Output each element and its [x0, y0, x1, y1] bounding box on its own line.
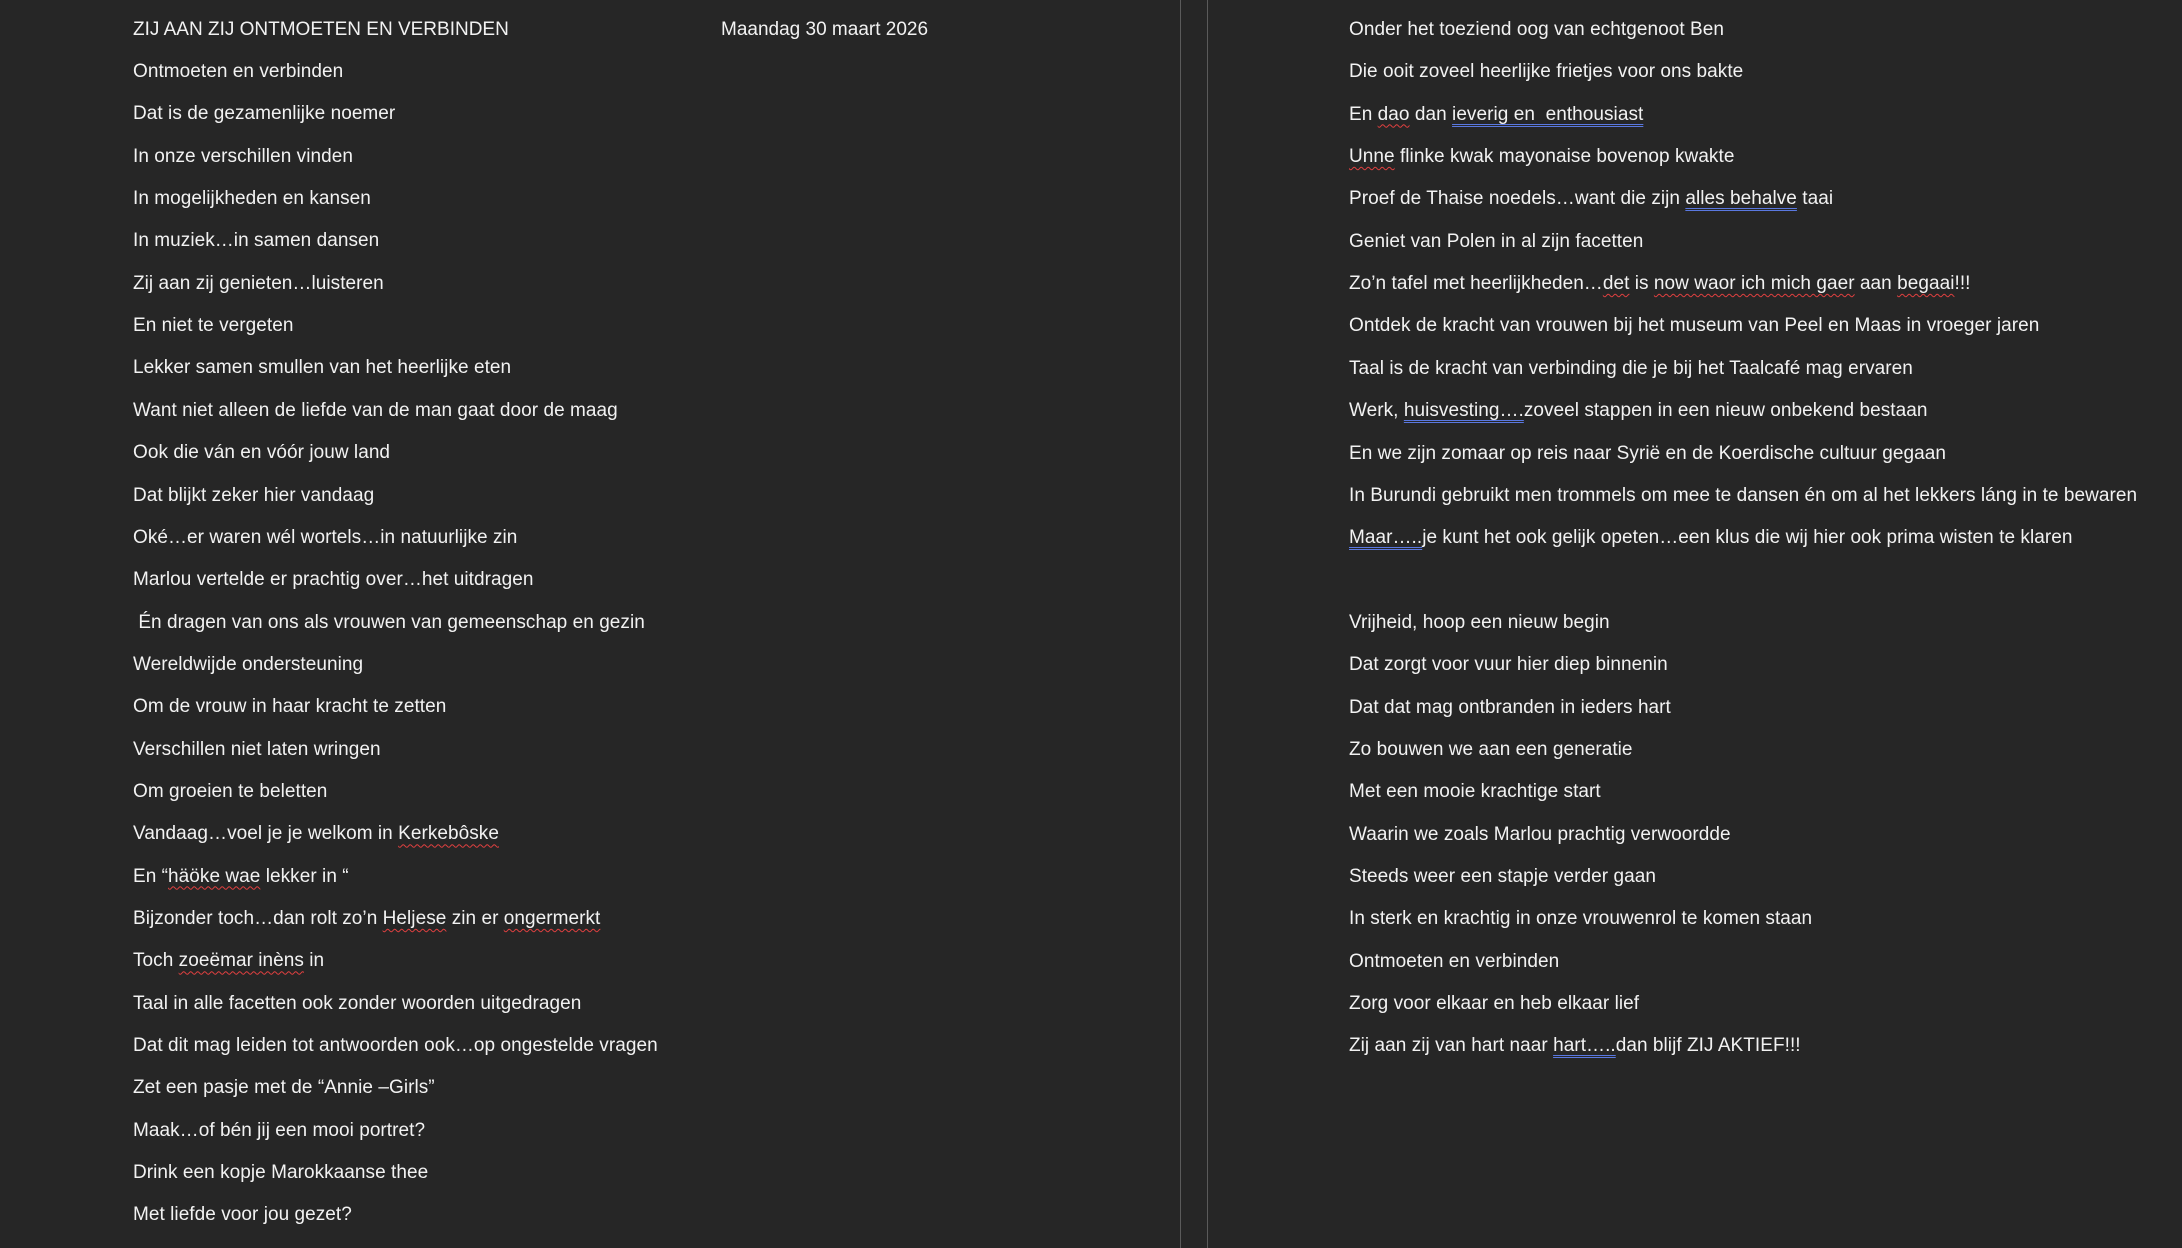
document-page-right[interactable]	[1207, 0, 2182, 1248]
poem-line: Werk, huisvesting….zoveel stappen in een nieuw onbekend bestaan	[1349, 400, 1928, 422]
poem-line: Marlou vertelde er prachtig over…het uitdragen	[133, 569, 534, 591]
poem-line: En we zijn zomaar op reis naar Syrië en de Koerdische cultuur gegaan	[1349, 442, 1946, 464]
poem-line: Verschillen niet laten wringen	[133, 738, 381, 760]
poem-line: In sterk en krachtig in onze vrouwenrol te komen staan	[1349, 908, 1813, 930]
poem-line: Zij aan zij van hart naar hart…..dan blijf ZIJ AKTIEF!!!	[1349, 1035, 1801, 1057]
poem-line: Unne flinke kwak mayonaise bovenop kwakte	[1349, 146, 1735, 168]
poem-line: Met een mooie krachtige start	[1349, 781, 1601, 803]
poem-line: Ook die ván en vóór jouw land	[133, 442, 391, 464]
poem-line: Vandaag…voel je je welkom in Kerkebôske	[133, 823, 499, 845]
poem-line: Wereldwijde ondersteuning	[133, 653, 364, 675]
poem-line: Dat is de gezamenlijke noemer	[133, 103, 396, 125]
poem-line: Zet een pasje met de “Annie –Girls”	[133, 1077, 435, 1099]
poem-line: Vrijheid, hoop een nieuw begin	[1349, 611, 1610, 633]
poem-line: Bijzonder toch…dan rolt zo’n Heljese zin er ongermerkt	[133, 908, 601, 929]
poem-line: Waarin we zoals Marlou prachtig verwoordde	[1349, 823, 1731, 845]
poem-line: Dat dit mag leiden tot antwoorden ook…op ongestelde vragen	[133, 1035, 658, 1057]
poem-line: Maak…of bén jij een mooi portret?	[133, 1119, 426, 1141]
poem-line: In onze verschillen vinden	[133, 145, 353, 167]
poem-line: Taal is de kracht van verbinding die je bij het Taalcafé mag ervaren	[1349, 357, 1913, 379]
poem-line: Én dragen van ons als vrouwen van gemeenschap en gezin	[133, 611, 645, 633]
poem-line: Dat zorgt voor vuur hier diep binnenin	[1349, 654, 1668, 676]
poem-line: Drink een kopje Marokkaanse thee	[133, 1162, 429, 1184]
poem-line: In mogelijkheden en kansen	[133, 188, 371, 210]
poem-date: Maandag 30 maart 2026	[721, 19, 929, 40]
poem-line: En niet te vergeten	[133, 315, 294, 337]
poem-line: En “häöke wae lekker in “	[133, 865, 349, 887]
poem-line: In Burundi gebruikt men trommels om mee te dansen én om al het lekkers láng in te bewaren	[1349, 484, 2138, 506]
page-separator-left	[1180, 0, 1181, 1248]
poem-line: Met liefde voor jou gezet?	[133, 1204, 352, 1226]
poem-line: Taal in alle facetten ook zonder woorden uitgedragen	[133, 992, 582, 1014]
poem-line: Om de vrouw in haar kracht te zetten	[133, 696, 447, 718]
poem-title: ZIJ AAN ZIJ ONTMOETEN EN VERBINDEN	[133, 19, 509, 40]
poem-line: Lekker samen smullen van het heerlijke eten	[133, 357, 512, 379]
poem-line: Onder het toeziend oog van echtgenoot Ben	[1349, 19, 1724, 40]
poem-line: En dao dan ieverig en enthousiast	[1349, 103, 1644, 125]
poem-line: Dat blijkt zeker hier vandaag	[133, 484, 375, 506]
poem-line: Steeds weer een stapje verder gaan	[1349, 866, 1656, 887]
poem-line: Maar…..je kunt het ook gelijk opeten…een klus die wij hier ook prima wisten te klaren	[1349, 527, 2073, 549]
poem-line: Ontmoeten en verbinden	[1349, 950, 1560, 972]
poem-line: Want niet alleen de liefde van de man gaat door de maag	[133, 399, 618, 421]
poem-line: In muziek…in samen dansen	[133, 230, 380, 252]
poem-line: Zorg voor elkaar en heb elkaar lief	[1349, 993, 1640, 1015]
poem-line: Oké…er waren wél wortels…in natuurlijke zin	[133, 526, 518, 548]
poem-line: Om groeien te beletten	[133, 780, 328, 802]
poem-line: Dat dat mag ontbranden in ieders hart	[1349, 696, 1671, 718]
poem-line: Ontdek de kracht van vrouwen bij het museum van Peel en Maas in vroeger jaren	[1349, 315, 2040, 337]
poem-line: Proef de Thaise noedels…want die zijn alles behalve taai	[1349, 188, 1834, 210]
poem-line: Zij aan zij genieten…luisteren	[133, 272, 384, 294]
poem-line: Zo bouwen we aan een generatie	[1349, 738, 1633, 760]
poem-line: Zo’n tafel met heerlijkheden…det is now waor ich mich gaer aan begaai!!!	[1349, 273, 1971, 295]
poem-line: Die ooit zoveel heerlijke frietjes voor ons bakte	[1349, 61, 1744, 83]
poem-line: Geniet van Polen in al zijn facetten	[1349, 230, 1644, 252]
poem-line: Ontmoeten en verbinden	[133, 61, 344, 82]
poem-line: Toch zoeëmar inèns in	[133, 950, 325, 972]
